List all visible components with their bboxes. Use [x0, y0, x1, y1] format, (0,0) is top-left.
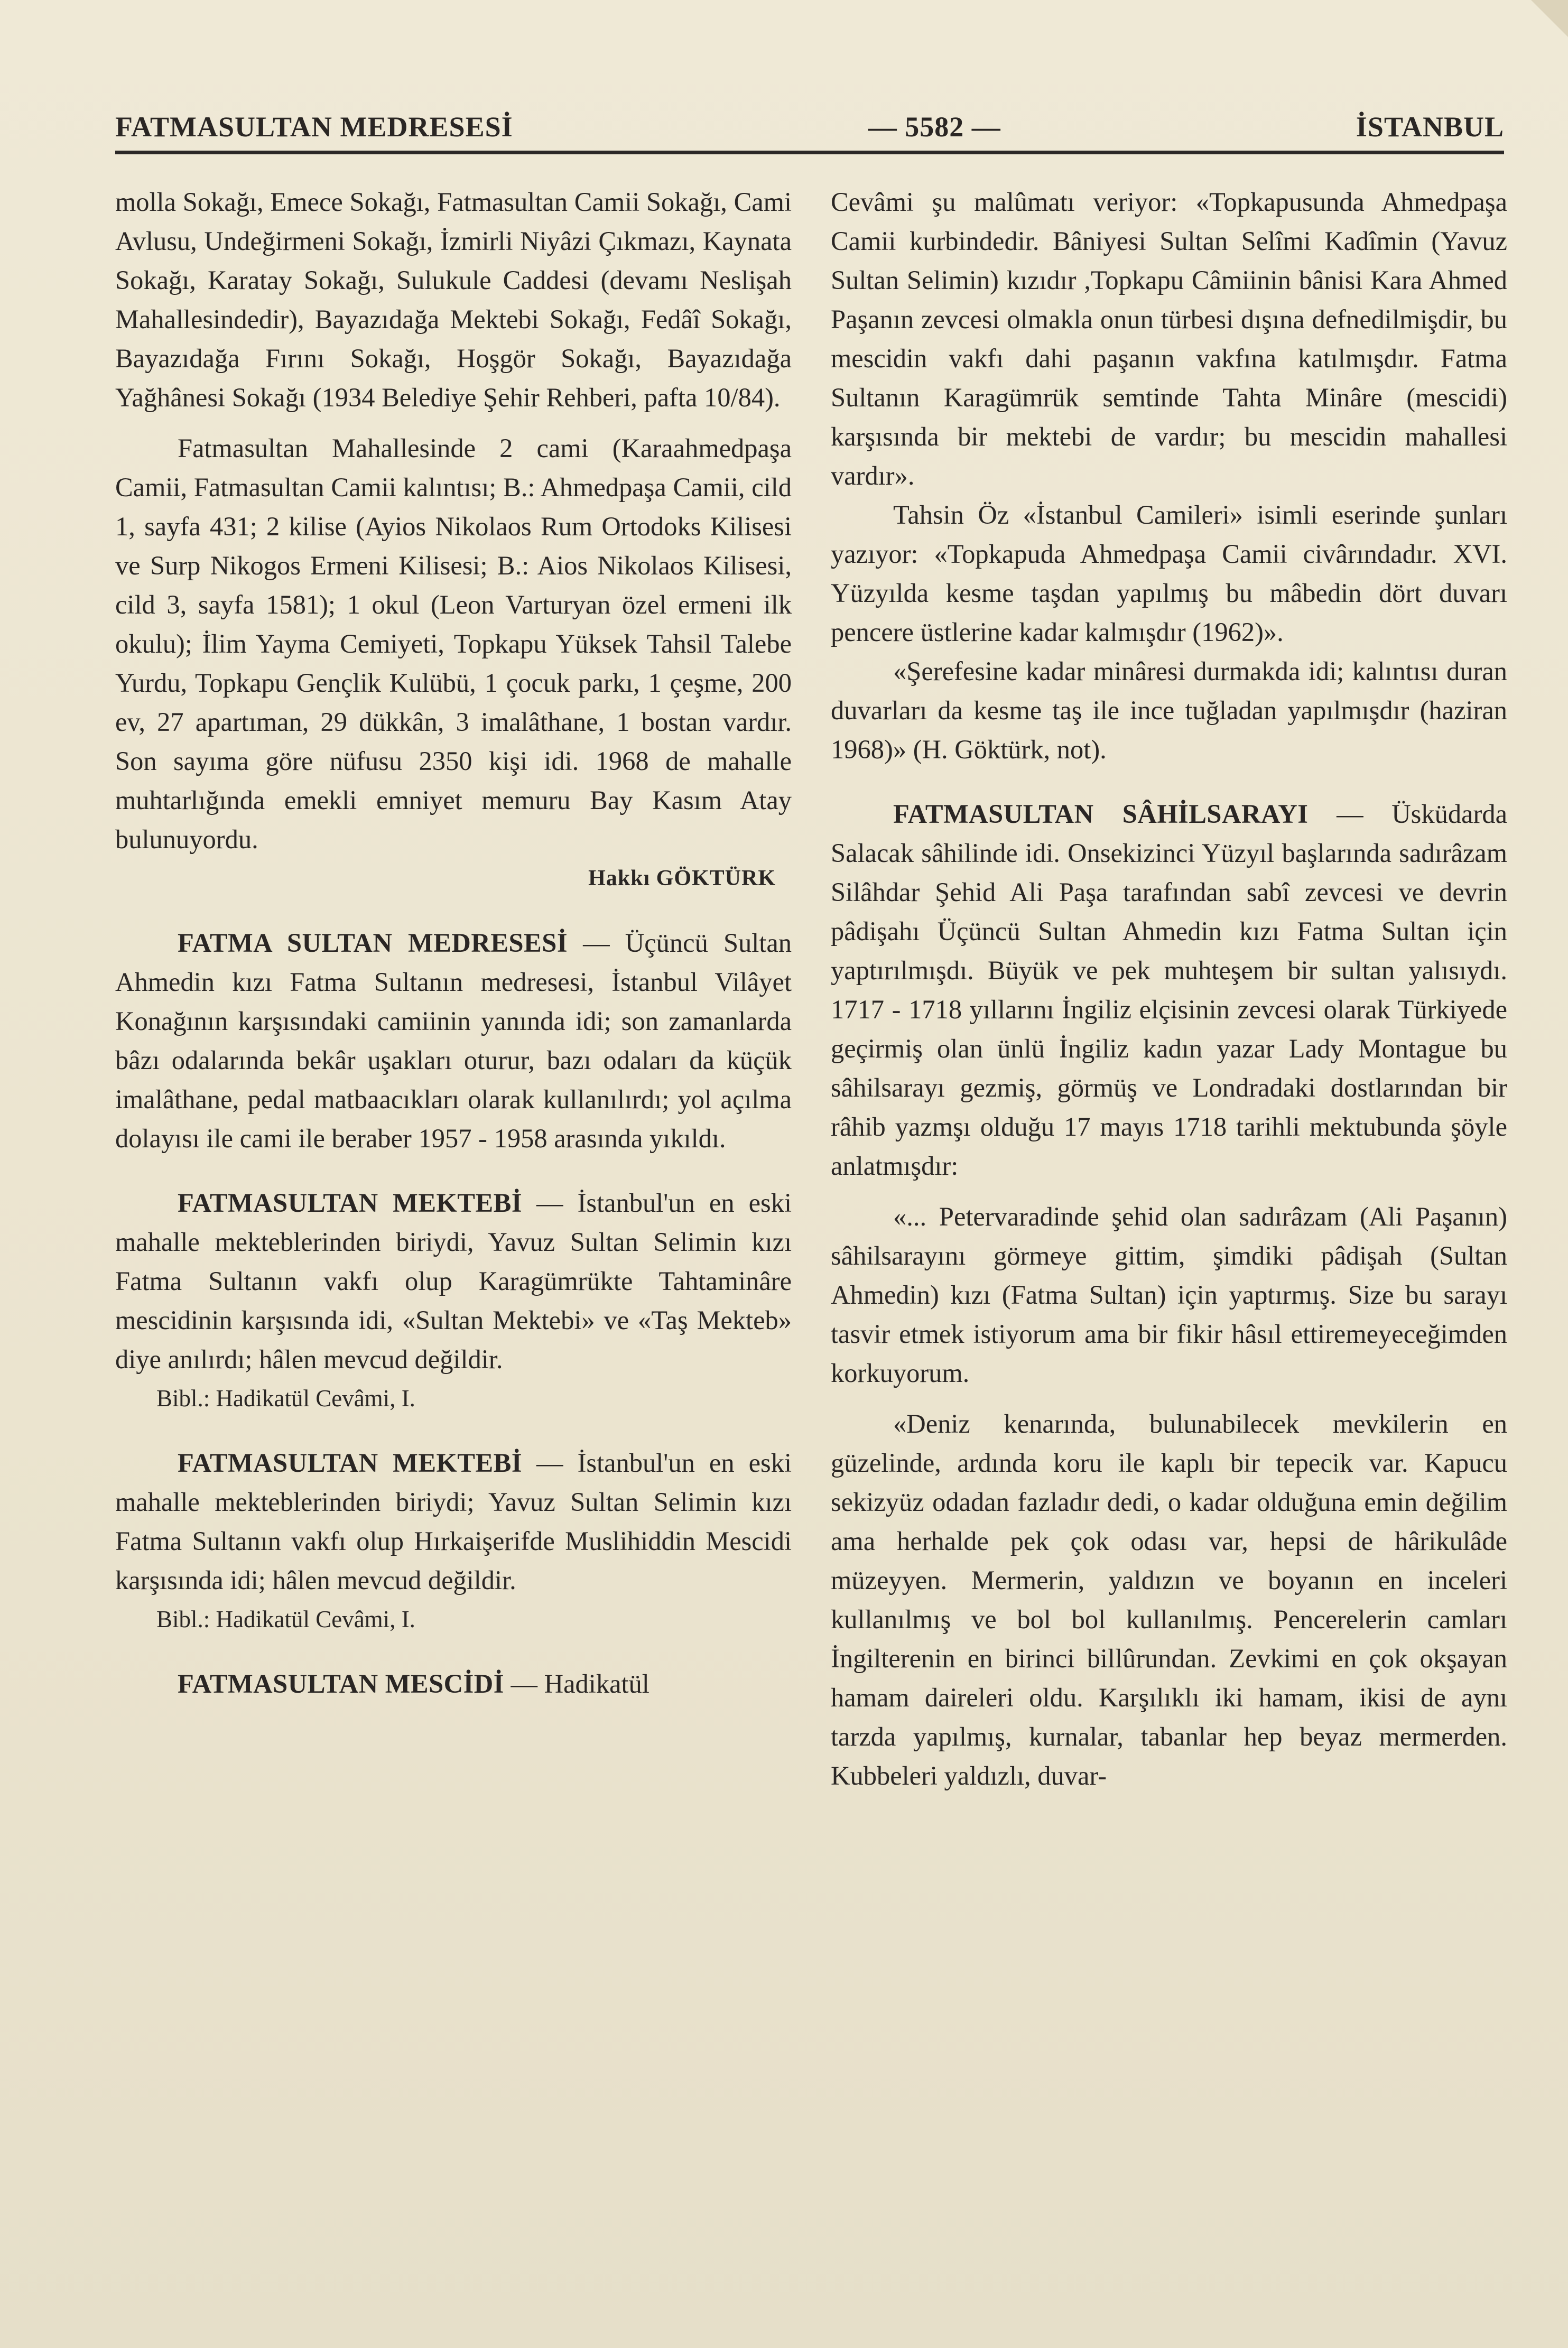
entry-heading: FATMASULTAN MEKTEBİ — [178, 1188, 522, 1218]
entry-sahilsaray — [831, 794, 1507, 1185]
entry-body: — İstanbul'un en eski mahalle mekteblerinden biriydi; Yavuz Sultan Selimin kızı Fatma Sultanın vakfı olup Hırkaişerifde Muslihiddin Mescidi karşısında idi; hâlen mevcud değildir. — [115, 1448, 792, 1595]
entry-heading: FATMASULTAN MESCİDİ — [178, 1669, 504, 1699]
header-rule — [115, 151, 1504, 154]
entry-heading: FATMASULTAN MEKTEBİ — [178, 1448, 522, 1478]
quotation: «Deniz kenarında, bulunabilecek mevkilerin en güzelinde, ardında koru ile kaplı bir tepecik var. Kapucu sekizyüz odadan fazladır dedi, o kadar olduğuna emin değilim ama herhalde pek çok odası var, hepsi de hârikulâde müzeyyen. Mermerin, yaldızın ve boyanın en inceleri kullanılmış ve bol bol kullanılmış. Pencerelerin camları İngilterenin en birinci billûrundan. Zevkimi en çok okşayan hamam daireleri oldu. Karşılıklı iki hamam, ikisi de aynı tarzda yapılmış, kurnalar, tabanlar hep beyaz mermerden. Kubbeleri yaldızlı, duvar- — [831, 1409, 1507, 1790]
entry-body: — Hadikatül — [504, 1669, 650, 1699]
entry-mektep-2 — [115, 1443, 792, 1600]
page-number: — 5582 — — [868, 111, 1001, 143]
entry-body: — İstanbul'un en eski mahalle mekteblerinden biriydi, Yavuz Sultan Selimin kızı Fatma Sultanın vakfı olup Karagümrükte Tahtaminâre mescidinin karşısında idi, «Sultan Mektebi» ve «Taş Mekteb» diye anılırdı; hâlen mevcud değildir. — [115, 1188, 792, 1374]
header-left-title: FATMASULTAN MEDRESESİ — [115, 111, 513, 143]
entry-body: — Üçüncü Sultan Ahmedin kızı Fatma Sultanın medresesi, İstanbul Vilâyet Konağının karşısındaki camiinin yanında idi; son zamanlarda bâzı odalarında bekâr uşakları oturur, bazı odaları da küçük imalâthane, pedal matbaacıkları olarak kullanılırdı; yol açılma dolayısı ile cami ile beraber 1957 - 1958 arasında yıkıldı. — [115, 928, 792, 1153]
header-right-title: İSTANBUL — [1356, 111, 1504, 143]
bibliography: Bibl.: Hadikatül Cevâmi, I. — [156, 1385, 415, 1412]
entry-heading: FATMA SULTAN MEDRESESİ — [178, 928, 568, 958]
running-header — [115, 108, 1504, 145]
paragraph: Fatmasultan Mahallesinde 2 cami (Karaahmedpaşa Camii, Fatmasultan Camii kalıntısı; B.: Ahmedpaşa Camii, cild 1, sayfa 431; 2 kilise (Ayios Nikolaos Rum Ortodoks Kilisesi ve Surp Nikogos Ermeni Kilisesi; B.: Aios Nikolaos Kilisesi, cild 3, sayfa 1581); 1 okul (Leon Varturyan özel ermeni ilk okulu); İlim Yayma Cemiyeti, Topkapu Yüksek Tahsil Talebe Yurdu, Topkapu Gençlik Kulübü, 1 çocuk parkı, 1 çeşme, 200 ev, 27 apartıman, 29 dükkân, 3 imalâthane, 1 bostan vardır. Son sayıma göre nüfusu 2350 kişi idi. 1968 de mahalle muhtarlığında emekli emniyet memuru Bay Kasım Atay bulunuyordu. — [115, 433, 792, 854]
bibliography: Bibl.: Hadikatül Cevâmi, I. — [156, 1606, 415, 1632]
paragraph: Cevâmi şu malûmatı veriyor: «Topkapusunda Ahmedpaşa Camii kurbindedir. Bâniyesi Sultan Selîmi Kadîmin (Yavuz Sultan Selimin) kızıdır ,Topkapu Câmiinin bânisi Kara Ahmed Paşanın zevcesi olmakla onun türbesi dışına defnedilmişdir, bu mescidin vakfı dahi paşanın vakfına katılmışdır. Fatma Sultanın Karagümrük semtinde Tahta Minâre (mescidi) karşısında bir mektebi de vardır; bu mescidin mahallesi vardır». — [831, 187, 1507, 490]
author-signature: Hakkı GÖKTÜRK — [588, 866, 776, 890]
entry-heading: FATMASULTAN SÂHİLSARAYI — [893, 799, 1309, 829]
paragraph: molla Sokağı, Emece Sokağı, Fatmasultan Camii Sokağı, Cami Avlusu, Undeğirmeni Sokağı, İzmirli Niyâzi Çıkmazı, Kaynata Sokağı, Karatay Sokağı, Sulukule Caddesi (devamı Neslişah Mahallesindedir), Bayazıdağa Mektebi Sokağı, Fedâî Sokağı, Bayazıdağa Fırını Sokağı, Hoşgör Sokağı, Bayazıdağa Yağhânesi Sokağı (1934 Belediye Şehir Rehberi, pafta 10/84). — [115, 187, 792, 412]
entry-mescid — [115, 1664, 792, 1703]
entry-medrese — [115, 923, 792, 1158]
left-column — [115, 182, 792, 1703]
entry-mektep-1 — [115, 1183, 792, 1379]
right-column — [831, 182, 1507, 1795]
entry-body: — Üsküdarda Salacak sâhilinde idi. Onsekizinci Yüzyıl başlarında sadırâzam Silâhdar Şehid Ali Paşa tarafından sabî zevcesi ve devrin pâdişahı Üçüncü Sultan Ahmedin kızı Fatma Sultan için yaptırılmışdı. Büyük ve pek muhteşem bir sultan yalısıydı. 1717 - 1718 yıllarını İngiliz elçisinin zevcesi olarak Türkiyede geçirmiş olan ünlü İngiliz kadın yazar Lady Montague bu sâhilsarayı gezmiş, görmüş ve Londradaki dostlarından bir râhib yazmşı olduğu 17 mayıs 1718 tarihli mektubunda şöyle anlatmışdır: — [831, 799, 1507, 1181]
paragraph: Tahsin Öz «İstanbul Camileri» isimli eserinde şunları yazıyor: «Topkapuda Ahmedpaşa Camii civârındadır. XVI. Yüzyılda kesme taşdan yapılmış bu mâbedin dört duvarı pencere üstlerine kadar kalmışdır (1962)». — [831, 500, 1507, 647]
paragraph: «Şerefesine kadar minâresi durmakda idi; kalıntısı duran duvarları da kesme taş ile ince tuğladan yapılmışdır (haziran 1968)» (H. Göktürk, not). — [831, 656, 1507, 764]
page-corner — [1531, 0, 1568, 37]
quotation: «... Petervaradinde şehid olan sadırâzam (Ali Paşanın) sâhilsarayını görmeye gittim, şimdiki pâdişah (Sultan Ahmedin) kızı (Fatma Sultan) için yaptırmış. Size bu sarayı tasvir etmek istiyorum ama bir fikir hâsıl ettiremeyeceğimden korkuyorum. — [831, 1202, 1507, 1388]
